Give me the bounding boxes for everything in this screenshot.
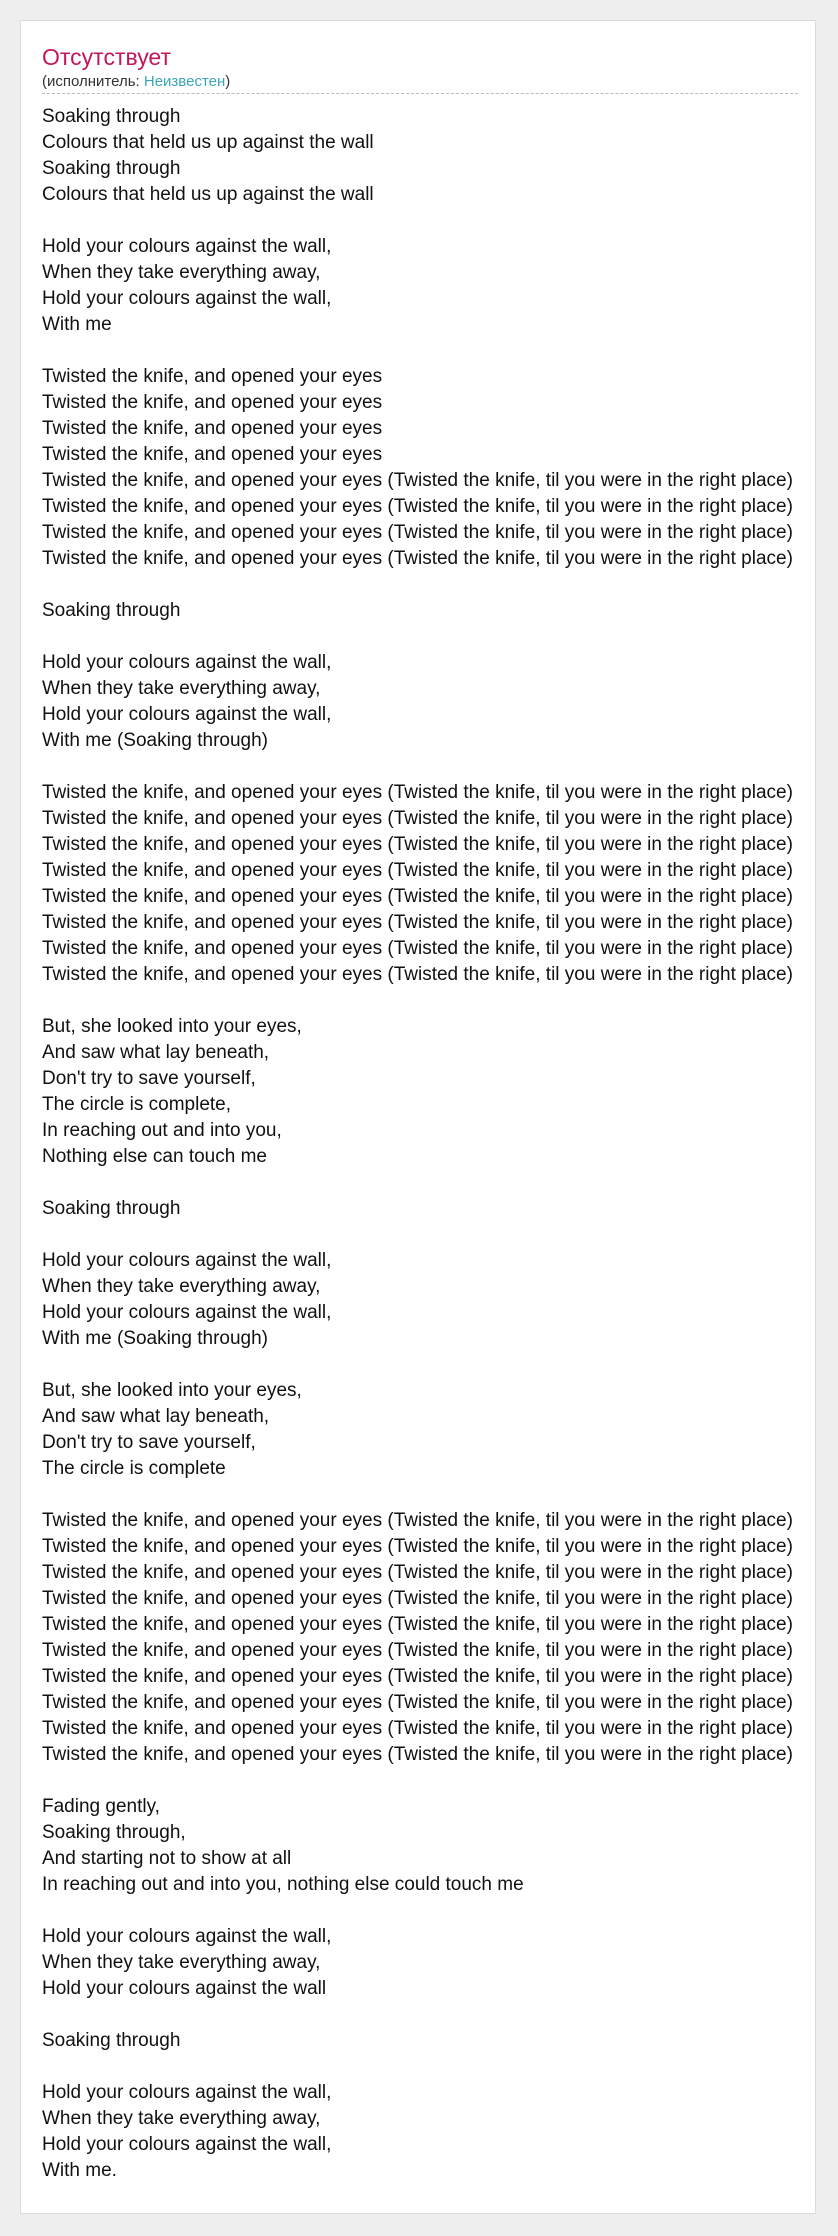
lyric-line: Twisted the knife, and opened your eyes (Twisted the knife, til you were in the right place)	[42, 1614, 793, 1635]
lyric-line: But, she looked into your eyes,	[42, 1380, 302, 1401]
lyric-line: In reaching out and into you, nothing else could touch me	[42, 1874, 524, 1895]
lyric-line: With me.	[42, 2160, 117, 2181]
lyric-line: Soaking through	[42, 600, 181, 621]
lyric-line: Twisted the knife, and opened your eyes (Twisted the knife, til you were in the right place)	[42, 1692, 793, 1713]
lyric-line: When they take everything away,	[42, 678, 321, 699]
lyric-line: Twisted the knife, and opened your eyes (Twisted the knife, til you were in the right place)	[42, 964, 793, 985]
lyric-line: With me	[42, 314, 112, 335]
lyric-blank-line	[42, 2002, 815, 2028]
lyric-blank-line	[42, 1898, 815, 1924]
lyric-line: In reaching out and into you,	[42, 1120, 282, 1141]
lyric-line: Soaking through	[42, 1198, 181, 1219]
performer-prefix: (исполнитель:	[42, 73, 144, 90]
lyric-line: And saw what lay beneath,	[42, 1042, 270, 1063]
lyric-line: Fading gently,	[42, 1796, 160, 1817]
lyric-line: The circle is complete,	[42, 1094, 232, 1115]
lyric-line: Hold your colours against the wall,	[42, 1250, 332, 1271]
lyric-line: Hold your colours against the wall,	[42, 2082, 332, 2103]
lyric-line: And starting not to show at all	[42, 1848, 292, 1869]
lyric-line: Twisted the knife, and opened your eyes (Twisted the knife, til you were in the right place)	[42, 912, 793, 933]
song-title: Отсутствует	[42, 44, 171, 70]
lyric-line: But, she looked into your eyes,	[42, 1016, 302, 1037]
lyric-line: Twisted the knife, and opened your eyes (Twisted the knife, til you were in the right place)	[42, 938, 793, 959]
lyric-line: Soaking through	[42, 158, 181, 179]
lyric-blank-line	[42, 754, 815, 780]
lyrics-card	[20, 20, 816, 2214]
lyric-line: Twisted the knife, and opened your eyes (Twisted the knife, til you were in the right place)	[42, 1666, 793, 1687]
lyric-line: Hold your colours against the wall,	[42, 288, 332, 309]
lyric-line: Twisted the knife, and opened your eyes	[42, 444, 383, 465]
lyric-line: Twisted the knife, and opened your eyes (Twisted the knife, til you were in the right place)	[42, 1562, 793, 1583]
lyric-line: Don't try to save yourself,	[42, 1068, 256, 1089]
lyric-line: Twisted the knife, and opened your eyes (Twisted the knife, til you were in the right place)	[42, 548, 793, 569]
lyric-blank-line	[42, 2054, 815, 2080]
lyric-line: Twisted the knife, and opened your eyes (Twisted the knife, til you were in the right place)	[42, 808, 793, 829]
lyric-blank-line	[42, 338, 815, 364]
lyric-blank-line	[42, 1482, 815, 1508]
lyric-line: Twisted the knife, and opened your eyes (Twisted the knife, til you were in the right place)	[42, 1510, 793, 1531]
lyric-line: Twisted the knife, and opened your eyes	[42, 366, 383, 387]
title-divider	[42, 93, 798, 94]
lyric-line: Soaking through,	[42, 1822, 186, 1843]
lyric-line: Twisted the knife, and opened your eyes (Twisted the knife, til you were in the right place)	[42, 782, 793, 803]
lyric-line: When they take everything away,	[42, 1952, 321, 1973]
lyric-blank-line	[42, 624, 815, 650]
lyric-line: Hold your colours against the wall	[42, 1978, 327, 1999]
lyric-blank-line	[42, 208, 815, 234]
lyric-line: Hold your colours against the wall,	[42, 1302, 332, 1323]
lyric-line: Twisted the knife, and opened your eyes (Twisted the knife, til you were in the right place)	[42, 1536, 793, 1557]
lyric-line: Twisted the knife, and opened your eyes (Twisted the knife, til you were in the right place)	[42, 496, 793, 517]
lyric-line: Hold your colours against the wall,	[42, 236, 332, 257]
lyric-line: Twisted the knife, and opened your eyes (Twisted the knife, til you were in the right place)	[42, 1744, 793, 1765]
lyric-line: Hold your colours against the wall,	[42, 704, 332, 725]
lyric-line: Hold your colours against the wall,	[42, 652, 332, 673]
performer-suffix: )	[225, 73, 231, 90]
lyric-line: When they take everything away,	[42, 1276, 321, 1297]
lyric-line: Twisted the knife, and opened your eyes (Twisted the knife, til you were in the right place)	[42, 886, 793, 907]
lyric-line: Colours that held us up against the wall	[42, 132, 374, 153]
lyric-line: Twisted the knife, and opened your eyes	[42, 418, 383, 439]
lyric-line: Soaking through	[42, 2030, 181, 2051]
lyric-line: Hold your colours against the wall,	[42, 1926, 332, 1947]
lyric-line: Twisted the knife, and opened your eyes	[42, 392, 383, 413]
lyric-line: When they take everything away,	[42, 2108, 321, 2129]
lyric-line: And saw what lay beneath,	[42, 1406, 270, 1427]
lyric-line: Twisted the knife, and opened your eyes (Twisted the knife, til you were in the right place)	[42, 522, 793, 543]
lyric-blank-line	[42, 572, 815, 598]
lyric-line: Twisted the knife, and opened your eyes (Twisted the knife, til you were in the right place)	[42, 1588, 793, 1609]
lyric-line: Twisted the knife, and opened your eyes (Twisted the knife, til you were in the right place)	[42, 860, 793, 881]
lyric-line: Soaking through	[42, 106, 181, 127]
lyric-blank-line	[42, 1170, 815, 1196]
lyric-blank-line	[42, 1352, 815, 1378]
lyric-line: Colours that held us up against the wall	[42, 184, 374, 205]
artist-link[interactable]: Неизвестен	[143, 73, 226, 90]
lyric-line: Nothing else can touch me	[42, 1146, 267, 1167]
lyric-blank-line	[42, 988, 815, 1014]
lyric-line: The circle is complete	[42, 1458, 226, 1479]
lyric-line: Hold your colours against the wall,	[42, 2134, 332, 2155]
lyric-line: Twisted the knife, and opened your eyes (Twisted the knife, til you were in the right place)	[42, 834, 793, 855]
lyrics-text	[42, 104, 815, 2184]
lyric-line: With me (Soaking through)	[42, 730, 268, 751]
lyric-line: Twisted the knife, and opened your eyes (Twisted the knife, til you were in the right place)	[42, 1640, 793, 1661]
performer-line	[42, 73, 230, 91]
lyric-line: Twisted the knife, and opened your eyes (Twisted the knife, til you were in the right place)	[42, 470, 793, 491]
lyric-line: Don't try to save yourself,	[42, 1432, 256, 1453]
lyric-line: With me (Soaking through)	[42, 1328, 268, 1349]
lyric-blank-line	[42, 1222, 815, 1248]
lyric-line: Twisted the knife, and opened your eyes (Twisted the knife, til you were in the right place)	[42, 1718, 793, 1739]
lyric-line: When they take everything away,	[42, 262, 321, 283]
lyric-blank-line	[42, 1768, 815, 1794]
